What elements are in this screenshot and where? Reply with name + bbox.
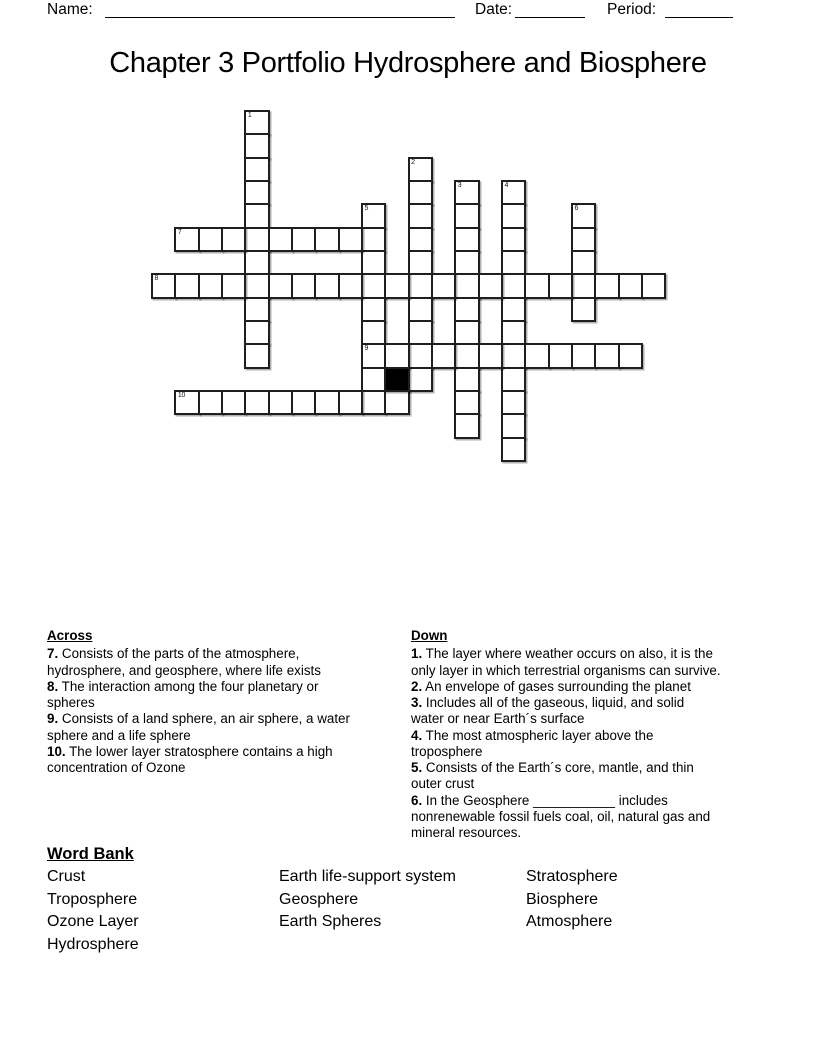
crossword-cell[interactable] bbox=[361, 343, 386, 368]
clue-line: 1. The layer where weather occurs on also, it is the bbox=[411, 646, 713, 662]
crossword-cell[interactable] bbox=[361, 227, 386, 252]
clue-line: mineral resources. bbox=[411, 825, 522, 840]
crossword-cell[interactable] bbox=[641, 273, 666, 298]
crossword-cell[interactable] bbox=[408, 203, 433, 228]
crossword-cell[interactable] bbox=[384, 343, 409, 368]
word-bank-column bbox=[279, 866, 456, 934]
clue-number-label: 1 bbox=[247, 112, 252, 119]
crossword-cell[interactable] bbox=[478, 273, 503, 298]
crossword-cell[interactable] bbox=[478, 343, 503, 368]
crossword-cell[interactable] bbox=[408, 227, 433, 252]
crossword-cell[interactable] bbox=[198, 390, 223, 415]
clue-number: 2. bbox=[411, 678, 423, 694]
crossword-grid bbox=[151, 110, 667, 463]
crossword-cell[interactable] bbox=[291, 390, 316, 415]
clue-line: 3. Includes all of the gaseous, liquid, and solid bbox=[411, 695, 685, 710]
clue-number: 9. bbox=[47, 711, 59, 727]
crossword-cell[interactable] bbox=[501, 227, 526, 252]
crossword-cell[interactable] bbox=[501, 437, 526, 462]
crossword-cell[interactable] bbox=[454, 413, 479, 438]
crossword-cell[interactable] bbox=[454, 250, 479, 275]
crossword-cell[interactable] bbox=[454, 343, 479, 368]
clue-number: 4. bbox=[411, 727, 423, 743]
word-bank-item: Earth life-support system bbox=[279, 868, 456, 885]
across-heading: Across bbox=[47, 628, 93, 643]
crossword-cell[interactable] bbox=[268, 227, 293, 252]
crossword-cell[interactable] bbox=[244, 320, 269, 345]
crossword-cell[interactable] bbox=[501, 273, 526, 298]
clue-line: concentration of Ozone bbox=[47, 760, 186, 775]
clue-number-label: 5 bbox=[364, 205, 369, 213]
word-bank-column bbox=[526, 866, 618, 934]
down-heading: Down bbox=[411, 628, 448, 643]
crossword-cell[interactable] bbox=[408, 320, 433, 345]
crossword-cell[interactable] bbox=[618, 273, 643, 298]
crossword-cell[interactable] bbox=[524, 273, 549, 298]
crossword-cell[interactable] bbox=[571, 343, 596, 368]
clue-number-label: 2 bbox=[411, 158, 415, 166]
crossword-cell[interactable] bbox=[524, 343, 549, 368]
crossword-cell[interactable] bbox=[244, 390, 269, 415]
crossword-cell[interactable] bbox=[244, 297, 269, 322]
date-fill-line[interactable] bbox=[515, 1, 585, 18]
clue-line: spheres bbox=[47, 695, 95, 710]
crossword-cell[interactable] bbox=[338, 390, 363, 415]
clue-number-label: 10 bbox=[177, 391, 186, 399]
crossword-cell[interactable] bbox=[244, 273, 269, 298]
crossword-cell[interactable] bbox=[408, 367, 433, 392]
crossword-cell[interactable] bbox=[361, 320, 386, 345]
crossword-cell[interactable] bbox=[571, 297, 596, 322]
clue bbox=[47, 679, 399, 712]
crossword-cell[interactable] bbox=[314, 227, 339, 252]
crossword-cell[interactable] bbox=[361, 203, 386, 228]
clue-number: 6. bbox=[411, 792, 423, 808]
clue-number-label: 7 bbox=[177, 228, 182, 236]
clue bbox=[47, 646, 399, 679]
crossword-cell[interactable] bbox=[384, 273, 409, 298]
clue-line: 5. Consists of the Earth´s core, mantle, and thin bbox=[411, 760, 694, 775]
word-bank-item: Biosphere bbox=[526, 890, 599, 908]
crossword-cell[interactable] bbox=[408, 273, 433, 298]
word-bank-column bbox=[47, 866, 139, 957]
crossword-cell[interactable] bbox=[571, 227, 596, 252]
crossword-black-cell bbox=[384, 367, 409, 392]
crossword-cell[interactable] bbox=[454, 273, 479, 298]
word-bank-item: Geosphere bbox=[279, 890, 359, 908]
crossword-cell[interactable] bbox=[361, 250, 386, 275]
clue-line: 4. The most atmospheric layer above the bbox=[411, 727, 654, 743]
word-bank-item: Earth Spheres bbox=[279, 913, 382, 931]
crossword-cell[interactable] bbox=[244, 250, 269, 275]
clue bbox=[47, 744, 399, 777]
down-clues-section bbox=[411, 628, 806, 841]
crossword-cell[interactable] bbox=[501, 250, 526, 275]
crossword-cell[interactable] bbox=[361, 390, 386, 415]
clue-line: water or near Earth´s surface bbox=[411, 711, 585, 727]
crossword-cell[interactable] bbox=[501, 297, 526, 322]
clue-number-label: 4 bbox=[504, 181, 509, 189]
crossword-cell[interactable] bbox=[501, 413, 526, 438]
clue bbox=[411, 679, 806, 695]
crossword-cell[interactable] bbox=[361, 297, 386, 322]
crossword-cell[interactable] bbox=[244, 343, 269, 368]
crossword-cell[interactable] bbox=[244, 133, 269, 158]
word-bank-item: Stratosphere bbox=[526, 868, 618, 885]
clue-line: outer crust bbox=[411, 776, 475, 792]
crossword-cell[interactable] bbox=[571, 203, 596, 228]
crossword-cell[interactable] bbox=[244, 227, 269, 252]
clue-line: 9. Consists of a land sphere, an air sphere, a water bbox=[47, 711, 350, 727]
word-bank-heading: Word Bank bbox=[47, 845, 134, 863]
word-bank-item: Crust bbox=[47, 868, 86, 885]
clue-line: 7. Consists of the parts of the atmosphere, bbox=[47, 646, 300, 662]
crossword-cell[interactable] bbox=[244, 203, 269, 228]
crossword-cell[interactable] bbox=[384, 390, 409, 415]
clue-number: 7. bbox=[47, 646, 59, 662]
clue-line: nonrenewable fossil fuels coal, oil, natural gas and bbox=[411, 808, 711, 824]
across-clue-list bbox=[47, 646, 399, 776]
crossword-cell[interactable] bbox=[174, 390, 199, 415]
date-label: Date: bbox=[475, 1, 513, 18]
clue bbox=[411, 760, 806, 793]
crossword-cell[interactable] bbox=[594, 343, 619, 368]
crossword-cell[interactable] bbox=[408, 180, 433, 205]
crossword-cell[interactable] bbox=[408, 250, 433, 275]
worksheet-title: Chapter 3 Portfolio Hydrosphere and Biosphere bbox=[109, 47, 707, 79]
crossword-cell[interactable] bbox=[268, 390, 293, 415]
crossword-cell[interactable] bbox=[244, 180, 269, 205]
crossword-cell[interactable] bbox=[361, 273, 386, 298]
crossword-cell[interactable] bbox=[454, 227, 479, 252]
period-fill-line[interactable] bbox=[665, 1, 733, 18]
crossword-cell[interactable] bbox=[501, 180, 526, 205]
period-label: Period: bbox=[607, 1, 657, 18]
crossword-cell[interactable] bbox=[268, 273, 293, 298]
crossword-cell[interactable] bbox=[548, 343, 573, 368]
crossword-cell[interactable] bbox=[151, 273, 176, 298]
crossword-cell[interactable] bbox=[221, 273, 246, 298]
crossword-cell[interactable] bbox=[221, 227, 246, 252]
crossword-cell[interactable] bbox=[571, 273, 596, 298]
clue-line: 6. In the Geosphere ___________ includes bbox=[411, 792, 668, 808]
name-label: Name: bbox=[47, 1, 93, 18]
crossword-cell[interactable] bbox=[454, 297, 479, 322]
clue-number-label: 8 bbox=[154, 275, 159, 283]
clue-number: 3. bbox=[411, 695, 423, 710]
clue-line: sphere and a life sphere bbox=[47, 727, 191, 743]
clue bbox=[411, 646, 806, 679]
word-bank-item: Atmosphere bbox=[526, 913, 613, 931]
clue-number: 5. bbox=[411, 760, 423, 775]
crossword-cell[interactable] bbox=[408, 157, 433, 182]
word-bank-item: Troposphere bbox=[47, 890, 138, 908]
crossword-cell[interactable] bbox=[454, 320, 479, 345]
clue-number-label: 3 bbox=[457, 181, 462, 189]
crossword-cell[interactable] bbox=[408, 297, 433, 322]
crossword-cell[interactable] bbox=[291, 227, 316, 252]
clue bbox=[411, 695, 806, 728]
crossword-cell[interactable] bbox=[221, 390, 246, 415]
clue bbox=[47, 711, 399, 744]
crossword-cell[interactable] bbox=[618, 343, 643, 368]
crossword-cell[interactable] bbox=[501, 367, 526, 392]
name-fill-line[interactable] bbox=[105, 1, 455, 18]
crossword-cell[interactable] bbox=[198, 273, 223, 298]
crossword-cell[interactable] bbox=[501, 320, 526, 345]
clue-number: 8. bbox=[47, 678, 59, 694]
crossword-cell[interactable] bbox=[431, 273, 456, 298]
crossword-cell[interactable] bbox=[408, 343, 433, 368]
clue bbox=[411, 728, 806, 761]
crossword-cell[interactable] bbox=[174, 273, 199, 298]
crossword-cell[interactable] bbox=[501, 390, 526, 415]
crossword-cell[interactable] bbox=[501, 343, 526, 368]
crossword-cell[interactable] bbox=[361, 367, 386, 392]
crossword-cell[interactable] bbox=[501, 203, 526, 228]
clue-line: 10. The lower layer stratosphere contains a high bbox=[47, 743, 333, 759]
crossword-cell[interactable] bbox=[454, 390, 479, 415]
crossword-cell[interactable] bbox=[244, 110, 269, 135]
crossword-cell[interactable] bbox=[454, 180, 479, 205]
clue bbox=[411, 793, 806, 842]
clue-number-label: 6 bbox=[574, 205, 579, 213]
crossword-cell[interactable] bbox=[244, 157, 269, 182]
across-clues-section bbox=[47, 628, 399, 776]
crossword-cell[interactable] bbox=[314, 390, 339, 415]
clue-line: 8. The interaction among the four planetary or bbox=[47, 678, 319, 694]
down-clue-list bbox=[411, 646, 806, 841]
crossword-cell[interactable] bbox=[454, 203, 479, 228]
crossword-cell[interactable] bbox=[338, 227, 363, 252]
crossword-cell[interactable] bbox=[198, 227, 223, 252]
clue-number-label: 9 bbox=[364, 345, 369, 353]
crossword-cell[interactable] bbox=[174, 227, 199, 252]
crossword-cell[interactable] bbox=[291, 273, 316, 298]
clue-number: 1. bbox=[411, 646, 423, 662]
crossword-cell[interactable] bbox=[314, 273, 339, 298]
crossword-cell[interactable] bbox=[454, 367, 479, 392]
word-bank-item: Ozone Layer bbox=[47, 913, 139, 931]
crossword-cell[interactable] bbox=[338, 273, 363, 298]
clue-number: 10. bbox=[47, 743, 66, 759]
crossword-cell[interactable] bbox=[571, 250, 596, 275]
clue-line: 2. An envelope of gases surrounding the planet bbox=[411, 678, 691, 694]
clue-line: only layer in which terrestrial organisms can survive. bbox=[411, 662, 721, 678]
word-bank-item: Hydrosphere bbox=[47, 936, 139, 954]
crossword-cell[interactable] bbox=[431, 343, 456, 368]
clue-line: troposphere bbox=[411, 743, 483, 759]
crossword-cell[interactable] bbox=[548, 273, 573, 298]
crossword-cell[interactable] bbox=[594, 273, 619, 298]
clue-line: hydrosphere, and geosphere, where life exists bbox=[47, 662, 321, 678]
